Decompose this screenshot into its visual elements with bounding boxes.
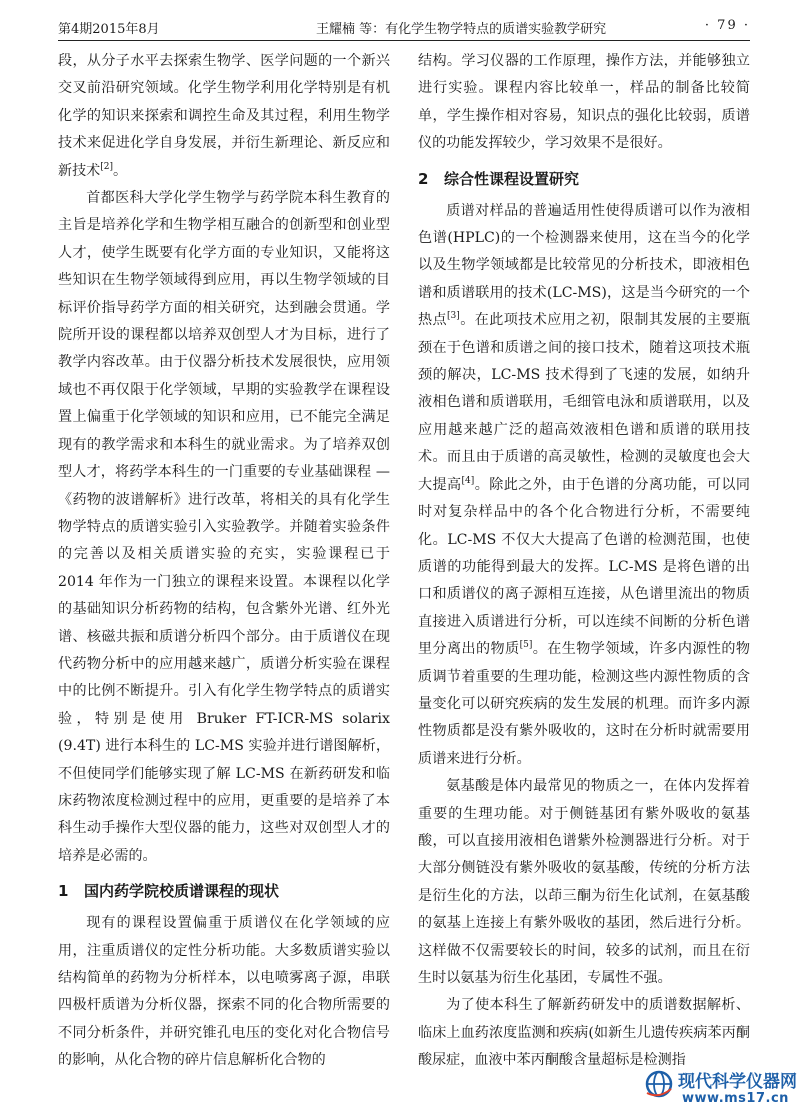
citation-ref: [2] <box>100 161 114 172</box>
paragraph: 首都医科大学化学生物学与药学院本科生教育的主旨是培养化学和生物学相互融合的创新型和创业型人才，使学生既要有化学方面的专业知识，又能将这些知识在生物学领域得到应用，再以生物学领域的目标评价指导药学方面的相关研究，达到融会贯通。学院所开设的课程都以培养双创型人才为目标，进行了教学内容改革。由于仪器分析技术发展很快，应用领域也不再仅限于化学领域，早期的实验教学在课程设置上偏重于化学领域的知识和应用，已不能完全满足现有的教学需求和本科生的就业需求。为了培养双创型人才，将药学本科生的一门重要的专业基础课程 — 《药物的波谱解析》进行改革，将相关的具有化学生物学特点的质谱实验引入实验教学。并随着实验条件的完善以及相关质谱实验的充实，实验课程已于 2014 年作为一门独立的课程来设置。本课程以化学的基础知识分析药物的结构，包含紫外光谱、红外光谱、核磁共振和质谱分析四个部分。由于质谱仪在现代药物分析中的应用越来越广，质谱分析实验在课程中的比例不断提升。引入有化学生物学特点的质谱实验，特别是使用 Bruker FT-ICR-MS solarix (9.4T) 进行本科生的 LC-MS 实验并进行谱图解析，不但使同学们能够实现了解 LC-MS 在新药研发和临床药物浓度检测过程中的应用，更重要的是培养了本科生动手操作大型仪器的能力，这些对双创型人才的培养是必需的。 <box>58 190 390 864</box>
paragraph: 氨基酸是体内最常见的物质之一，在体内发挥着重要的生理功能。对于侧链基团有紫外吸收的氨基酸，可以直接用液相色谱紫外检测器进行分析。对于大部分侧链没有紫外吸收的氨基酸，传统的分析方法是衍生化的方法，以茚三酮为衍生化试剂，在氨基酸的氨基上连接上有紫外吸收的基团，然后进行分析。这样做不仅需要较长的时间，较多的试剂，而且在衍生时以氨基为衍生化基团，专属性不强。 <box>418 778 750 986</box>
right-column <box>418 48 750 1075</box>
section-heading <box>58 876 390 906</box>
paragraph-text: 。 <box>113 162 128 179</box>
watermark-site-name: 现代科学仪器网 <box>678 1072 797 1092</box>
citation-ref: [3] <box>447 311 460 322</box>
running-header <box>58 14 750 41</box>
page-number: · 79 · <box>704 18 750 33</box>
left-column <box>58 48 390 1075</box>
journal-issue: 第4期2015年8月 <box>58 22 160 37</box>
watermark-url: www.ms17.cn <box>682 1091 789 1106</box>
paragraph <box>418 198 750 774</box>
paragraph-text: 。在此项技术应用之初，限制其发展的主要瓶颈在于色谱和质谱之间的接口技术，随着这项技术瓶颈的解决，LC-MS 技术得到了飞速的发展，如纳升液相色谱和质谱联用，毛细管电泳和质谱联用，以及应用越来越广泛的超高效液相色谱和质谱的联用技术。而且由于质谱的高灵敏性，检测的灵敏度也会大大提高 <box>418 312 751 493</box>
paragraph: 现有的课程设置偏重于质谱仪在化学领域的应用，注重质谱仪的定性分析功能。大多数质谱实验以结构简单的药物为分析样本，以电喷雾离子源，串联四极杆质谱为分析仪器，探索不同的化合物所需要的不同分析条件，并研究锥孔电压的变化对化合物信号的影响，从化合物的碎片信息解析化合物的 <box>58 915 390 1069</box>
section-heading <box>418 164 750 194</box>
globe-logo-icon <box>644 1069 674 1099</box>
citation-ref: [5] <box>519 640 533 651</box>
paragraph: 结构。学习仪器的工作原理，操作方法，并能够独立进行实验。课程内容比较单一，样品的制备比较简单，学生操作相对容易，知识点的强化比较弱，质谱仪的功能发挥较少，学习效果不是很好。 <box>418 53 750 152</box>
section-title: 国内药学院校质谱课程的现状 <box>84 882 280 901</box>
section-number: 2 <box>418 169 429 188</box>
paragraph-text: 。在生物学领域，许多内源性的物质调节着重要的生理功能，检测这些内源性物质的含量变化可以研究疾病的发生发展的机理。而许多内源性物质都是没有紫外吸收的，这时在分析时就需要用质谱来进行分析。 <box>418 641 751 767</box>
paragraph-text: 。除此之外，由于色谱的分离功能，可以同时对复杂样品中的各个化合物进行分析，不需要纯化。LC-MS 不仅大大提高了色谱的检测范围，也使质谱的功能得到最大的发挥。LC-MS 是将色谱的出口和质谱仪的离子源相互连接，从色谱里流出的物质直接进入质谱进行分析，可以连续不间断的分析色谱里分离出的物质 <box>418 476 751 658</box>
section-number: 1 <box>58 882 69 901</box>
citation-ref: [4] <box>461 475 475 486</box>
running-title: 王耀楠 等：有化学生物学特点的质谱实验教学研究 <box>316 22 607 37</box>
paragraph <box>58 48 390 185</box>
site-watermark <box>644 1065 796 1111</box>
section-title: 综合性课程设置研究 <box>444 169 580 188</box>
paragraph-text: 质谱对样品的普遍适用性使得质谱可以作为液相色谱(HPLC)的一个检测器来使用，这在当今的化学以及生物学领域都是比较常见的分析技术，即液相色谱和质谱联用的技术(LC-MS)，这是当今研究的一个热点 <box>418 202 750 329</box>
paragraph: 为了使本科生了解新药研发中的质谱数据解析、临床上血药浓度监测和疾病(如新生儿遗传疾病苯丙酮酸尿症，血液中苯丙酮酸含量超标是检测指 <box>418 997 750 1069</box>
paragraph-text: 段，从分子水平去探索生物学、医学问题的一个新兴交叉前沿研究领域。化学生物学利用化学特别是有机化学的知识来探索和调控生命及其过程，利用生物学技术来促进化学自身发展，并衍生新理论、新反应和新技术 <box>58 53 390 179</box>
